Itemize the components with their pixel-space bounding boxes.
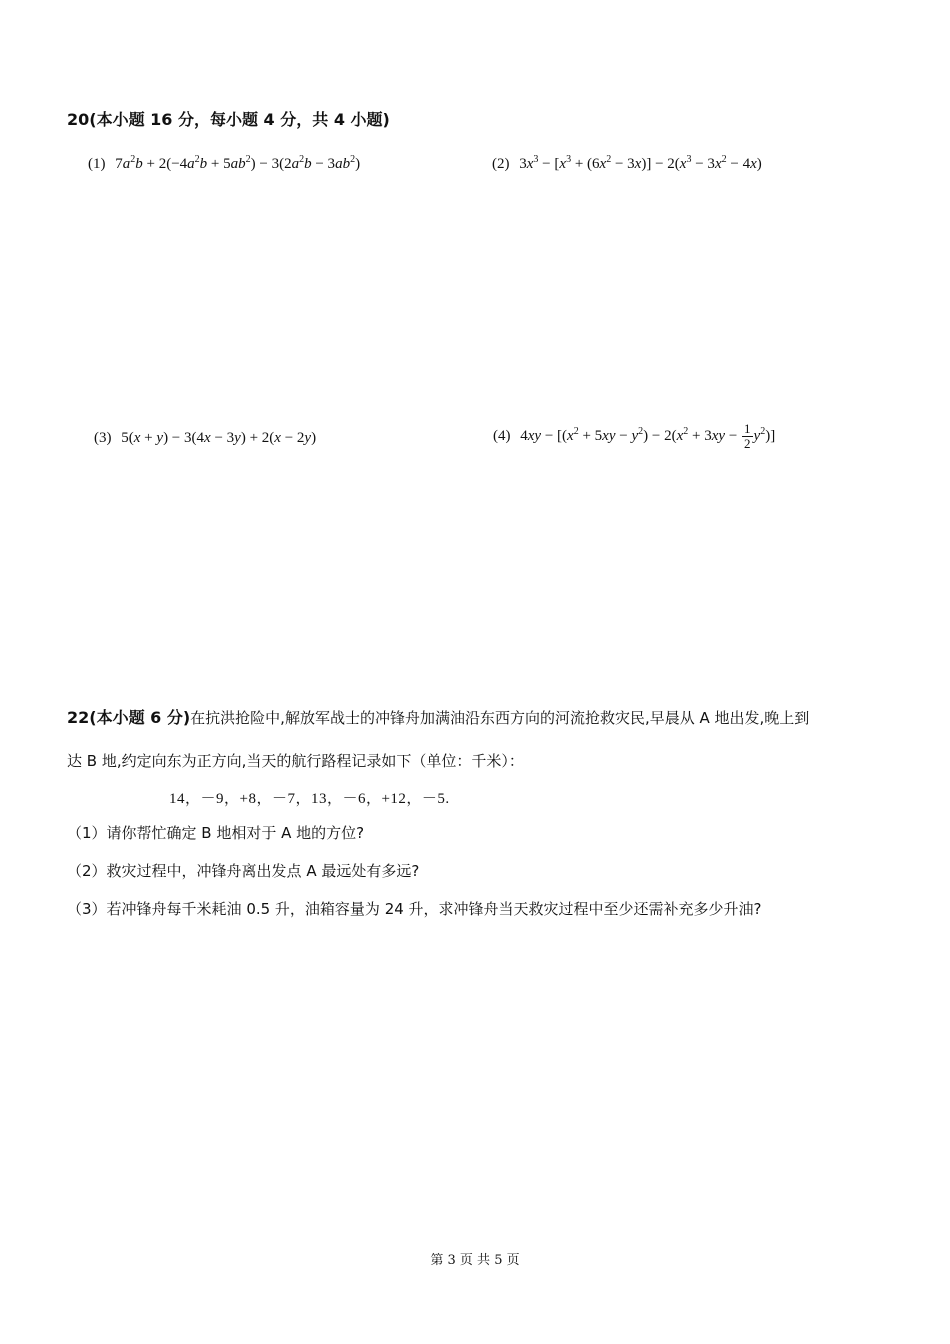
q20-item-3 — [94, 430, 316, 447]
q20-item-2 — [492, 156, 762, 173]
question-22-text-1: 在抗洪抢险中,解放军战士的冲锋舟加满油沿东西方向的河流抢救灾民,早晨从 A 地出发,晚上到 — [190, 709, 810, 727]
q20-item-4-expr: $4xy - [(x^2 + 5xy - y^2) - 2(x^2 + 3xy$ − $\frac{1}{2}$ $y^2$)] — [520, 421, 776, 451]
q20-item-2-expr: $3x^3 - [x^3 + (6x^2 - 3x)] - 2(x^3 - 3x^2 - 4x)$ — [519, 154, 762, 172]
page-number-footer: 第 3 页 共 5 页 — [430, 1253, 520, 1268]
question-22-sub-2: （2）救灾过程中，冲锋舟离出发点 A 最远处有多远? — [67, 862, 420, 880]
q20-item-3-label: (3) — [94, 430, 112, 446]
question-22-sub-1: （1）请你帮忙确定 B 地相对于 A 地的方位? — [67, 824, 365, 842]
question-22-heading: 22(本小题 6 分) — [67, 708, 191, 727]
q20-item-4-label: (4) — [493, 427, 511, 444]
q20-item-4 — [493, 422, 775, 451]
question-20-heading: 20(本小题 16 分，每小题 4 分，共 4 小题) — [67, 110, 390, 129]
q20-item-1-expr: $7a^2b + 2(-4a^2b + 5ab^2) - 3(2a^2b - 3ab^2)$ — [115, 154, 361, 172]
question-22-line-1 — [67, 705, 809, 728]
question-22-sub-3: （3）若冲锋舟每千米耗油 0.5 升，油箱容量为 24 升，求冲锋舟当天救灾过程中至少还需补充多少升油? — [67, 900, 762, 918]
q20-item-1-label: (1) — [88, 156, 106, 172]
q20-item-2-label: (2) — [492, 156, 510, 172]
fraction-one-half: $\frac{1}{2}$ — [744, 421, 751, 451]
q20-item-3-expr: 5(x + y) − 3(4x − 3y) + 2(x − 2y) — [121, 430, 317, 446]
question-22-text-2: 达 B 地,约定向东为正方向,当天的航行路程记录如下（单位：千米）： — [67, 752, 524, 770]
q20-item-1 — [88, 156, 360, 173]
voyage-record: 14，－9，+8，－7，13，－6，+12，－5. — [169, 791, 450, 807]
